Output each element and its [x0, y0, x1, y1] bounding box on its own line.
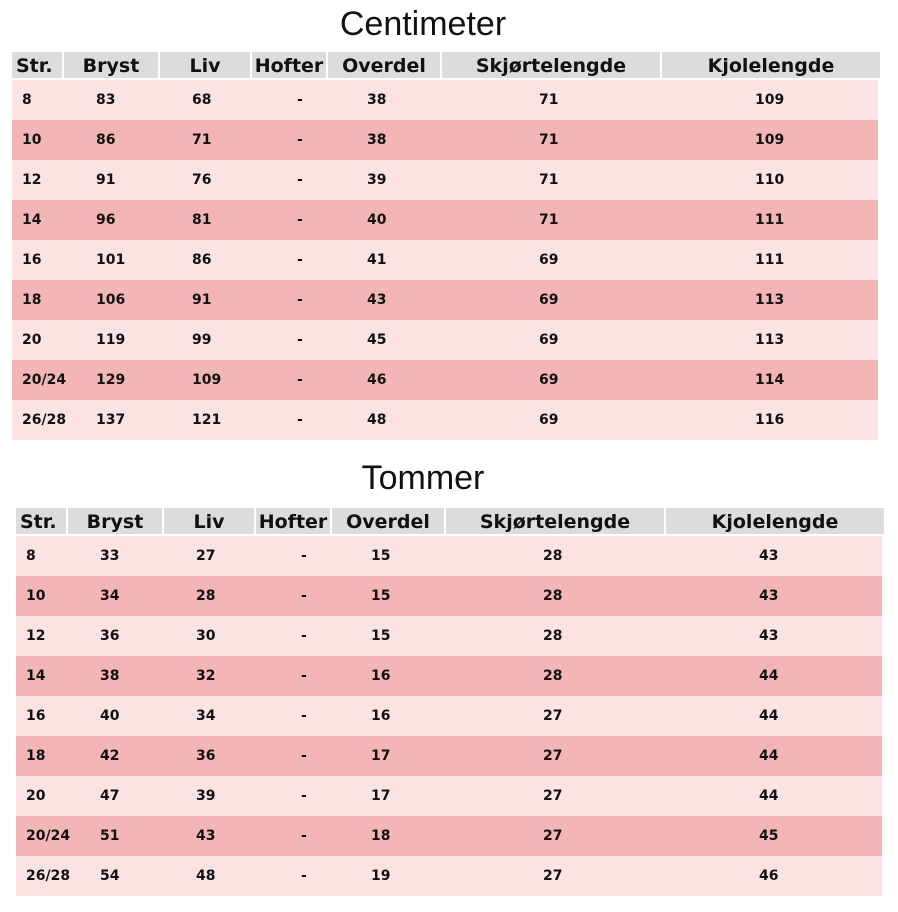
cell-skirt-length: 27 — [543, 748, 563, 764]
cell-skirt-length: 69 — [539, 372, 559, 388]
header-hips: Hofter — [256, 508, 332, 534]
table-row — [16, 696, 882, 736]
cell-size: 26/28 — [26, 868, 71, 884]
cell-bust: 40 — [100, 708, 120, 724]
cell-bust: 33 — [100, 548, 120, 564]
table-row — [16, 656, 882, 696]
cell-skirt-length: 27 — [543, 708, 563, 724]
cell-bust: 54 — [100, 868, 120, 884]
cell-hips: - — [297, 252, 303, 268]
cell-size: 10 — [22, 132, 42, 148]
cell-waist: 91 — [192, 292, 212, 308]
cell-dress-length: 44 — [759, 748, 779, 764]
cell-dress-length: 43 — [759, 548, 779, 564]
cell-hips: - — [301, 868, 307, 884]
cell-skirt-length: 69 — [539, 292, 559, 308]
cell-size: 12 — [26, 628, 46, 644]
cell-size: 20/24 — [26, 828, 71, 844]
header-dress-length: Kjolelengde — [666, 508, 886, 534]
cell-waist: 71 — [192, 132, 212, 148]
table-row — [12, 160, 878, 200]
cell-hips: - — [301, 708, 307, 724]
cell-bust: 106 — [96, 292, 126, 308]
header-waist: Liv — [160, 52, 252, 78]
cell-bodice: 41 — [367, 252, 387, 268]
tommer-header-row — [16, 508, 886, 534]
table-row — [16, 576, 882, 616]
cell-size: 8 — [26, 548, 36, 564]
header-skirt-length: Skjørtelengde — [442, 52, 662, 78]
centimeter-title: Centimeter — [339, 5, 507, 43]
cell-dress-length: 113 — [755, 292, 785, 308]
cell-hips: - — [301, 548, 307, 564]
cell-bodice: 39 — [367, 172, 387, 188]
cell-bodice: 45 — [367, 332, 387, 348]
cell-hips: - — [297, 332, 303, 348]
header-size: Str. — [12, 52, 64, 78]
cell-dress-length: 114 — [755, 372, 785, 388]
cell-waist: 76 — [192, 172, 212, 188]
cell-bust: 51 — [100, 828, 120, 844]
table-row — [12, 280, 878, 320]
cell-skirt-length: 71 — [539, 92, 559, 108]
cell-hips: - — [297, 412, 303, 428]
cell-size: 14 — [22, 212, 42, 228]
cell-bodice: 15 — [371, 628, 391, 644]
cell-bodice: 15 — [371, 588, 391, 604]
cell-size: 18 — [22, 292, 42, 308]
cell-dress-length: 46 — [759, 868, 779, 884]
cell-hips: - — [297, 172, 303, 188]
cell-skirt-length: 28 — [543, 548, 563, 564]
cell-size: 12 — [22, 172, 42, 188]
cell-size: 8 — [22, 92, 32, 108]
cell-waist: 36 — [196, 748, 216, 764]
tommer-title: Tommer — [361, 459, 485, 497]
cell-waist: 109 — [192, 372, 222, 388]
cell-waist: 81 — [192, 212, 212, 228]
cell-waist: 27 — [196, 548, 216, 564]
table-row — [16, 776, 882, 816]
header-bodice: Overdel — [328, 52, 442, 78]
centimeter-header-row — [12, 52, 882, 78]
cell-skirt-length: 69 — [539, 412, 559, 428]
table-row — [12, 120, 878, 160]
cell-dress-length: 111 — [755, 252, 785, 268]
cell-bodice: 46 — [367, 372, 387, 388]
cell-hips: - — [301, 628, 307, 644]
table-row — [16, 736, 882, 776]
cell-skirt-length: 69 — [539, 332, 559, 348]
table-row — [12, 360, 878, 400]
cell-dress-length: 109 — [755, 132, 785, 148]
cell-bodice: 15 — [371, 548, 391, 564]
table-row — [12, 240, 878, 280]
cell-size: 14 — [26, 668, 46, 684]
cell-bust: 129 — [96, 372, 126, 388]
cell-size: 18 — [26, 748, 46, 764]
cell-size: 20/24 — [22, 372, 67, 388]
cell-dress-length: 43 — [759, 588, 779, 604]
cell-bodice: 16 — [371, 708, 391, 724]
cell-skirt-length: 27 — [543, 788, 563, 804]
cell-bodice: 16 — [371, 668, 391, 684]
cell-bodice: 40 — [367, 212, 387, 228]
cell-dress-length: 43 — [759, 628, 779, 644]
cell-bust: 47 — [100, 788, 120, 804]
cell-hips: - — [297, 132, 303, 148]
cell-hips: - — [297, 292, 303, 308]
cell-bodice: 17 — [371, 788, 391, 804]
cell-dress-length: 44 — [759, 668, 779, 684]
cell-skirt-length: 28 — [543, 588, 563, 604]
cell-waist: 68 — [192, 92, 212, 108]
centimeter-size-table — [12, 52, 882, 438]
cell-bust: 119 — [96, 332, 126, 348]
header-dress-length: Kjolelengde — [662, 52, 882, 78]
table-row — [16, 536, 882, 576]
cell-waist: 30 — [196, 628, 216, 644]
cell-bust: 36 — [100, 628, 120, 644]
cell-waist: 121 — [192, 412, 222, 428]
cell-bodice: 19 — [371, 868, 391, 884]
cell-skirt-length: 71 — [539, 172, 559, 188]
header-bust: Bryst — [68, 508, 164, 534]
cell-hips: - — [297, 212, 303, 228]
cell-waist: 48 — [196, 868, 216, 884]
table-row — [16, 616, 882, 656]
cell-skirt-length: 28 — [543, 668, 563, 684]
cell-bust: 137 — [96, 412, 126, 428]
cell-waist: 86 — [192, 252, 212, 268]
cell-waist: 28 — [196, 588, 216, 604]
cell-waist: 32 — [196, 668, 216, 684]
header-bodice: Overdel — [332, 508, 446, 534]
cell-waist: 99 — [192, 332, 212, 348]
table-row — [12, 320, 878, 360]
cell-hips: - — [301, 788, 307, 804]
table-row — [16, 816, 882, 856]
cell-waist: 43 — [196, 828, 216, 844]
cell-bust: 91 — [96, 172, 116, 188]
cell-skirt-length: 71 — [539, 212, 559, 228]
header-bust: Bryst — [64, 52, 160, 78]
cell-hips: - — [301, 668, 307, 684]
cell-dress-length: 44 — [759, 708, 779, 724]
cell-dress-length: 109 — [755, 92, 785, 108]
table-row — [12, 400, 878, 440]
cell-dress-length: 45 — [759, 828, 779, 844]
cell-hips: - — [301, 828, 307, 844]
cell-skirt-length: 27 — [543, 828, 563, 844]
cell-size: 26/28 — [22, 412, 67, 428]
table-row — [16, 856, 882, 896]
cell-bust: 38 — [100, 668, 120, 684]
cell-size: 10 — [26, 588, 46, 604]
cell-bodice: 43 — [367, 292, 387, 308]
cell-dress-length: 111 — [755, 212, 785, 228]
header-hips: Hofter — [252, 52, 328, 78]
cell-hips: - — [297, 372, 303, 388]
cell-hips: - — [301, 588, 307, 604]
cell-bust: 96 — [96, 212, 116, 228]
cell-size: 16 — [22, 252, 42, 268]
cell-bodice: 17 — [371, 748, 391, 764]
cell-hips: - — [301, 748, 307, 764]
cell-dress-length: 113 — [755, 332, 785, 348]
cell-skirt-length: 28 — [543, 628, 563, 644]
cell-bodice: 38 — [367, 92, 387, 108]
cell-bust: 83 — [96, 92, 116, 108]
cell-bust: 86 — [96, 132, 116, 148]
cell-size: 16 — [26, 708, 46, 724]
cell-bodice: 38 — [367, 132, 387, 148]
cell-skirt-length: 71 — [539, 132, 559, 148]
header-size: Str. — [16, 508, 68, 534]
cell-waist: 39 — [196, 788, 216, 804]
tommer-size-table — [16, 508, 886, 898]
cell-bodice: 18 — [371, 828, 391, 844]
cell-dress-length: 44 — [759, 788, 779, 804]
cell-bust: 101 — [96, 252, 126, 268]
cell-dress-length: 116 — [755, 412, 785, 428]
cell-skirt-length: 27 — [543, 868, 563, 884]
cell-bust: 42 — [100, 748, 120, 764]
cell-size: 20 — [22, 332, 42, 348]
header-waist: Liv — [164, 508, 256, 534]
cell-dress-length: 110 — [755, 172, 785, 188]
cell-waist: 34 — [196, 708, 216, 724]
cell-hips: - — [297, 92, 303, 108]
cell-bust: 34 — [100, 588, 120, 604]
header-skirt-length: Skjørtelengde — [446, 508, 666, 534]
cell-size: 20 — [26, 788, 46, 804]
table-row — [12, 80, 878, 120]
cell-bodice: 48 — [367, 412, 387, 428]
table-row — [12, 200, 878, 240]
cell-skirt-length: 69 — [539, 252, 559, 268]
